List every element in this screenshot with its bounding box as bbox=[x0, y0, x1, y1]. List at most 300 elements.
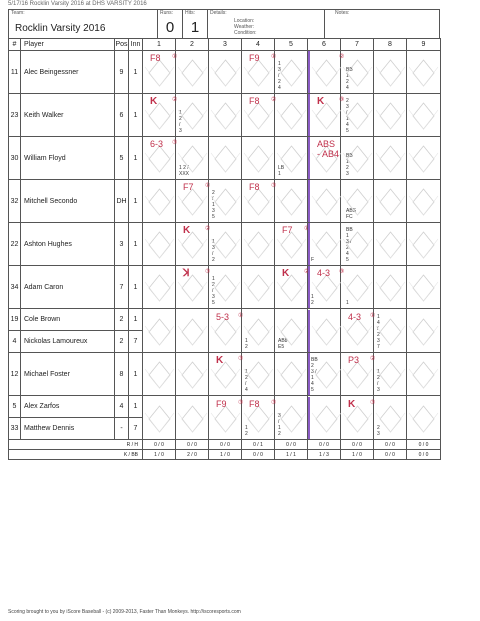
at-bat-box bbox=[308, 353, 340, 395]
inning-cell[interactable] bbox=[374, 396, 407, 440]
inning-cell[interactable] bbox=[407, 137, 441, 180]
col-inn: Inn bbox=[129, 39, 143, 51]
at-bat-box bbox=[374, 51, 406, 93]
inning-cell[interactable] bbox=[143, 396, 176, 440]
inning-cell[interactable] bbox=[308, 180, 357, 223]
player-position: 7 bbox=[115, 266, 129, 309]
at-bat-box bbox=[176, 51, 208, 93]
player-entry-inning: 1 bbox=[129, 353, 143, 396]
at-bat-box bbox=[374, 397, 406, 439]
at-bat-box bbox=[374, 223, 406, 265]
diamond-icon bbox=[341, 51, 374, 93]
inning-cell[interactable] bbox=[209, 266, 242, 309]
pitch-count-badge: ① bbox=[271, 54, 277, 60]
inning-cell[interactable] bbox=[176, 51, 209, 94]
inning-cell[interactable] bbox=[209, 180, 242, 223]
inning-cell[interactable] bbox=[407, 266, 441, 309]
at-bat-box bbox=[407, 137, 440, 179]
inning-cell[interactable] bbox=[242, 223, 275, 266]
player-name: Nickolas Lamoureux bbox=[21, 331, 115, 353]
runs-box bbox=[158, 10, 183, 38]
at-bat-box bbox=[209, 266, 241, 308]
inning-cell[interactable] bbox=[407, 396, 441, 440]
at-bat-box bbox=[275, 353, 318, 395]
kbb-total: 1 / 0 bbox=[209, 450, 242, 460]
kbb-total: 1 / 3 bbox=[308, 450, 341, 460]
player-position: 4 bbox=[115, 396, 129, 418]
scoresheet bbox=[8, 9, 440, 460]
diamond-icon bbox=[143, 353, 176, 395]
inning-cell[interactable] bbox=[407, 309, 441, 353]
inning-cell[interactable] bbox=[341, 94, 374, 137]
inning-cell[interactable] bbox=[242, 180, 275, 223]
player-position: 8 bbox=[115, 353, 129, 396]
at-bat-box bbox=[275, 51, 307, 93]
at-bat-box bbox=[308, 180, 357, 222]
play-result: 4-3 bbox=[348, 311, 362, 322]
inning-cell[interactable] bbox=[407, 223, 441, 266]
inning-cell[interactable] bbox=[407, 94, 441, 137]
col-inning: 6 bbox=[308, 39, 341, 51]
pitch-count-badge: ② bbox=[271, 97, 277, 103]
col-inning: 3 bbox=[209, 39, 242, 51]
pitch-sequence: 1 2 bbox=[245, 337, 248, 350]
at-bat-box bbox=[374, 94, 406, 136]
at-bat-box bbox=[143, 310, 175, 352]
play-result: K bbox=[317, 96, 325, 107]
diamond-icon bbox=[275, 397, 308, 439]
player-position: 2 bbox=[115, 331, 129, 353]
diamond-icon bbox=[407, 353, 440, 395]
inning-cell[interactable] bbox=[242, 137, 285, 180]
diamond-icon bbox=[176, 397, 209, 439]
diamond-icon bbox=[275, 137, 308, 179]
kbb-total: 0 / 0 bbox=[407, 450, 441, 460]
at-bat-box bbox=[275, 180, 307, 222]
player-number: 34 bbox=[9, 266, 21, 309]
inning-cell[interactable] bbox=[143, 137, 190, 180]
diamond-icon bbox=[407, 397, 440, 439]
inning-cell[interactable] bbox=[176, 396, 209, 440]
player-number: 32 bbox=[9, 180, 21, 223]
at-bat-box bbox=[275, 137, 307, 179]
at-bat-box bbox=[209, 353, 248, 395]
diamond-icon bbox=[176, 137, 209, 179]
at-bat-box bbox=[407, 94, 440, 136]
rh-total: 0 / 1 bbox=[242, 440, 275, 450]
diamond-icon bbox=[143, 397, 176, 439]
diamond-icon bbox=[407, 180, 440, 222]
inning-cell[interactable] bbox=[308, 353, 341, 396]
at-bat-box bbox=[407, 310, 440, 352]
col-num: # bbox=[9, 39, 21, 51]
player-number: 23 bbox=[9, 94, 21, 137]
team-box bbox=[9, 10, 158, 38]
player-name: Keith Walker bbox=[21, 94, 115, 137]
play-result: F8 bbox=[249, 96, 260, 106]
at-bat-box bbox=[341, 180, 373, 222]
condition-label: Condition: bbox=[234, 30, 257, 36]
diamond-icon bbox=[374, 51, 407, 93]
pitch-count-badge: ③ bbox=[271, 399, 277, 406]
runs-label: Runs: bbox=[160, 10, 174, 16]
diamond-icon bbox=[242, 353, 275, 395]
diamond-icon bbox=[176, 353, 209, 395]
play-result: K bbox=[183, 225, 191, 236]
at-bat-box bbox=[143, 266, 175, 308]
player-name: Ashton Hughes bbox=[21, 223, 115, 266]
hits-box bbox=[183, 10, 208, 38]
inning-cell[interactable] bbox=[275, 223, 315, 266]
pitch-count-badge: ③ bbox=[238, 399, 244, 406]
rh-total: 0 / 0 bbox=[308, 440, 341, 450]
play-result: F7 bbox=[183, 182, 194, 192]
inning-cell[interactable] bbox=[242, 266, 275, 309]
inning-cell[interactable] bbox=[341, 137, 374, 180]
inning-cell[interactable] bbox=[176, 180, 215, 223]
diamond-icon bbox=[374, 266, 407, 308]
inning-cell[interactable] bbox=[242, 396, 281, 440]
inning-cell[interactable] bbox=[143, 51, 176, 94]
diamond-icon bbox=[310, 180, 343, 222]
inning-cell[interactable] bbox=[308, 51, 353, 94]
sheet-header bbox=[8, 9, 440, 38]
at-bat-box bbox=[242, 137, 285, 179]
pitch-sequence: 3 / 1 2 bbox=[278, 412, 281, 437]
diamond-icon bbox=[407, 266, 440, 308]
pitch-sequence: 2 3 / 1 4 5 bbox=[346, 98, 349, 134]
diamond-icon bbox=[242, 137, 275, 179]
at-bat-box bbox=[176, 397, 208, 439]
inning-cell[interactable] bbox=[341, 353, 380, 396]
play-result: F9 bbox=[249, 53, 260, 63]
col-inning: 4 bbox=[242, 39, 275, 51]
at-bat-box bbox=[275, 266, 314, 308]
diamond-icon bbox=[374, 137, 407, 179]
diamond-icon bbox=[341, 266, 374, 308]
inning-cell[interactable] bbox=[143, 309, 176, 353]
runs-hits-row bbox=[9, 440, 441, 450]
inning-cell[interactable] bbox=[341, 266, 374, 309]
at-bat-box bbox=[308, 223, 353, 265]
diamond-icon bbox=[374, 180, 407, 222]
player-number: 4 bbox=[9, 331, 21, 353]
at-bat-box bbox=[143, 94, 182, 136]
diamond-icon bbox=[209, 180, 242, 222]
at-bat-box bbox=[209, 310, 248, 352]
at-bat-box bbox=[407, 51, 440, 93]
at-bat-box bbox=[341, 353, 380, 395]
scorecard-grid bbox=[8, 38, 441, 460]
inning-cell[interactable] bbox=[176, 223, 215, 266]
inning-cell[interactable] bbox=[275, 396, 308, 440]
details-label: Details: bbox=[210, 10, 227, 16]
pitch-count-badge: ① bbox=[370, 312, 376, 319]
inning-cell[interactable] bbox=[341, 180, 374, 223]
at-bat-box bbox=[143, 180, 175, 222]
inning-cell[interactable] bbox=[209, 137, 242, 180]
at-bat-box bbox=[374, 310, 406, 352]
inning-cell[interactable] bbox=[143, 180, 176, 223]
inning-cell[interactable] bbox=[176, 137, 209, 180]
at-bat-box bbox=[143, 137, 190, 179]
play-result: K bbox=[282, 268, 290, 279]
diamond-icon bbox=[341, 223, 374, 265]
player-entry-inning: 1 bbox=[129, 51, 143, 94]
inning-cell[interactable] bbox=[407, 180, 441, 223]
inning-cell[interactable] bbox=[209, 223, 242, 266]
inning-cell[interactable] bbox=[308, 223, 353, 266]
at-bat-box bbox=[275, 310, 307, 352]
at-bat-box bbox=[341, 397, 380, 439]
at-bat-box bbox=[209, 223, 241, 265]
rh-total: 0 / 0 bbox=[374, 440, 407, 450]
at-bat-box bbox=[176, 137, 208, 179]
pitch-sequence: 1 3 / 2 4 bbox=[278, 61, 281, 91]
inning-cell[interactable] bbox=[308, 309, 341, 353]
at-bat-box bbox=[308, 397, 340, 439]
diamond-icon bbox=[407, 137, 440, 179]
player-entry-inning: 1 bbox=[129, 266, 143, 309]
pitch-count-badge: ② bbox=[339, 54, 345, 60]
diamond-icon bbox=[407, 310, 440, 352]
at-bat-box bbox=[374, 353, 406, 395]
at-bat-box bbox=[275, 223, 315, 265]
inning-cell[interactable] bbox=[242, 309, 288, 353]
batter-row bbox=[9, 266, 441, 309]
player-number: 12 bbox=[9, 353, 21, 396]
inning-cell[interactable] bbox=[374, 266, 407, 309]
inning-cell[interactable] bbox=[242, 51, 281, 94]
at-bat-box bbox=[209, 51, 241, 93]
inning-cell[interactable] bbox=[374, 137, 407, 180]
column-header-row bbox=[9, 39, 441, 51]
inning-cell[interactable] bbox=[209, 309, 248, 353]
diamond-icon bbox=[143, 266, 176, 308]
col-inning: 1 bbox=[143, 39, 176, 51]
at-bat-box bbox=[407, 180, 440, 222]
at-bat-box bbox=[308, 94, 349, 136]
diamond-icon bbox=[310, 223, 343, 265]
inning-cell[interactable] bbox=[341, 51, 374, 94]
inning-cell[interactable] bbox=[374, 353, 407, 396]
runs-value: 0 bbox=[165, 19, 175, 36]
inning-cell[interactable] bbox=[143, 353, 176, 396]
diamond-icon bbox=[176, 94, 209, 136]
inning-cell[interactable] bbox=[242, 94, 275, 137]
player-number: 5 bbox=[9, 396, 21, 418]
player-position: 5 bbox=[115, 137, 129, 180]
col-inning: 7 bbox=[341, 39, 374, 51]
at-bat-box bbox=[176, 310, 208, 352]
diamond-icon bbox=[143, 223, 176, 265]
inning-cell[interactable] bbox=[374, 94, 407, 137]
inning-cell[interactable] bbox=[143, 223, 176, 266]
diamond-icon bbox=[275, 180, 308, 222]
inning-cell[interactable] bbox=[275, 353, 318, 396]
diamond-icon bbox=[407, 223, 440, 265]
play-result: F8 bbox=[150, 53, 161, 63]
play-result: F8 bbox=[249, 182, 260, 192]
pitch-sequence: BB 1 3 / 2 4 5 bbox=[346, 227, 353, 263]
inning-cell[interactable] bbox=[374, 223, 407, 266]
rh-label: R / H bbox=[9, 440, 143, 450]
player-name: Alex Zarfos bbox=[21, 396, 115, 418]
at-bat-box bbox=[341, 266, 373, 308]
col-inning: 5 bbox=[275, 39, 308, 51]
pitch-sequence: 1 2 bbox=[245, 424, 248, 437]
diamond-icon bbox=[275, 51, 308, 93]
notes-box bbox=[325, 10, 439, 38]
player-number: 19 bbox=[9, 309, 21, 331]
pitch-count-badge: ② bbox=[172, 97, 178, 103]
inning-cell[interactable] bbox=[275, 309, 308, 353]
inning-cell[interactable] bbox=[308, 94, 349, 137]
player-position: 2 bbox=[115, 309, 129, 331]
inning-cell[interactable] bbox=[176, 353, 209, 396]
player-position: DH bbox=[115, 180, 129, 223]
inning-cell[interactable] bbox=[209, 94, 242, 137]
diamond-icon bbox=[209, 94, 242, 136]
play-result: ABS - AB4 bbox=[317, 139, 340, 159]
batter-row bbox=[9, 223, 441, 266]
location-label: Location: bbox=[234, 18, 255, 24]
diamond-icon bbox=[407, 51, 440, 93]
inning-cell[interactable] bbox=[308, 396, 341, 440]
at-bat-box bbox=[374, 266, 406, 308]
col-pos: Pos bbox=[115, 39, 129, 51]
batter-row bbox=[9, 137, 441, 180]
inning-cell[interactable] bbox=[341, 223, 374, 266]
player-entry-inning: 1 bbox=[129, 137, 143, 180]
team-name: Rocklin Varsity 2016 bbox=[15, 23, 106, 34]
pitch-sequence: AB8 E5 bbox=[278, 337, 288, 350]
kbb-total: 2 / 0 bbox=[176, 450, 209, 460]
pitch-count-badge: ③ bbox=[339, 269, 345, 275]
pitch-sequence: 2 3 bbox=[377, 424, 380, 437]
at-bat-box bbox=[308, 137, 353, 179]
at-bat-box bbox=[209, 137, 241, 179]
rh-total: 0 / 0 bbox=[209, 440, 242, 450]
diamond-icon bbox=[143, 180, 176, 222]
player-position: 3 bbox=[115, 223, 129, 266]
inning-cell[interactable] bbox=[242, 353, 275, 396]
inning-cell[interactable] bbox=[143, 266, 176, 309]
inning-cell[interactable] bbox=[275, 180, 308, 223]
diamond-icon bbox=[374, 94, 407, 136]
diamond-icon bbox=[176, 310, 209, 352]
at-bat-box bbox=[242, 223, 274, 265]
at-bat-box bbox=[242, 397, 281, 439]
pitch-sequence: BB 1 2 3 bbox=[346, 153, 353, 177]
inning-cell[interactable] bbox=[275, 94, 308, 137]
notes-label: Notes: bbox=[335, 10, 350, 16]
diamond-icon bbox=[242, 310, 275, 352]
at-bat-box bbox=[275, 397, 307, 439]
inning-cell[interactable] bbox=[176, 309, 209, 353]
at-bat-box bbox=[143, 353, 175, 395]
pitch-count-badge: ② bbox=[370, 356, 376, 362]
at-bat-box bbox=[407, 353, 440, 395]
kbb-total: 1 / 0 bbox=[341, 450, 374, 460]
inning-cell[interactable] bbox=[374, 180, 407, 223]
diamond-icon bbox=[407, 94, 440, 136]
player-position: - bbox=[115, 418, 129, 440]
diamond-icon bbox=[374, 397, 407, 439]
inning-cell[interactable] bbox=[275, 51, 308, 94]
weather-label: Weather: bbox=[234, 24, 255, 30]
kbb-total: 0 / 0 bbox=[242, 450, 275, 460]
player-position: 6 bbox=[115, 94, 129, 137]
inning-cell[interactable] bbox=[407, 51, 441, 94]
rh-total: 0 / 0 bbox=[407, 440, 441, 450]
inning-cell[interactable] bbox=[308, 266, 349, 309]
inning-cell[interactable] bbox=[374, 51, 407, 94]
diamond-icon bbox=[209, 137, 242, 179]
at-bat-box bbox=[209, 94, 241, 136]
col-inning: 9 bbox=[407, 39, 441, 51]
pitch-sequence: LB 1 bbox=[278, 165, 285, 177]
player-number: 30 bbox=[9, 137, 21, 180]
diamond-icon bbox=[374, 223, 407, 265]
at-bat-box bbox=[242, 266, 274, 308]
at-bat-box bbox=[176, 266, 215, 308]
inning-cell[interactable] bbox=[275, 137, 308, 180]
player-name: Adam Caron bbox=[21, 266, 115, 309]
inning-cell[interactable] bbox=[275, 266, 314, 309]
player-name: Mitchell Secondo bbox=[21, 180, 115, 223]
diamond-icon bbox=[374, 310, 407, 352]
play-result: P3 bbox=[348, 355, 360, 365]
pitch-sequence: F bbox=[311, 257, 315, 263]
inning-cell[interactable] bbox=[209, 396, 248, 440]
rh-total: 0 / 0 bbox=[275, 440, 308, 450]
inning-cell[interactable] bbox=[143, 94, 182, 137]
at-bat-box bbox=[242, 353, 274, 395]
inning-cell[interactable] bbox=[209, 353, 248, 396]
inning-cell[interactable] bbox=[407, 353, 441, 396]
play-result: ꓘ bbox=[183, 268, 190, 279]
batter-row bbox=[9, 396, 441, 418]
inning-cell[interactable] bbox=[176, 94, 209, 137]
inning-cell[interactable] bbox=[209, 51, 242, 94]
diamond-icon bbox=[275, 353, 308, 395]
rh-total: 0 / 0 bbox=[341, 440, 374, 450]
kbb-total: 1 / 0 bbox=[143, 450, 176, 460]
pitch-sequence: 1 2 bbox=[311, 294, 314, 306]
pitch-sequence: 1 2 / XXX bbox=[179, 165, 190, 177]
hits-label: Hits: bbox=[185, 10, 195, 16]
at-bat-box bbox=[176, 180, 215, 222]
inning-cell[interactable] bbox=[341, 309, 380, 353]
at-bat-box bbox=[341, 137, 373, 179]
player-entry-inning: 1 bbox=[129, 309, 143, 331]
player-name: Matthew Dennis bbox=[21, 418, 115, 440]
inning-cell[interactable] bbox=[176, 266, 215, 309]
diamond-icon bbox=[341, 137, 374, 179]
hits-value: 1 bbox=[190, 19, 200, 36]
at-bat-box bbox=[407, 397, 440, 439]
col-inning: 8 bbox=[374, 39, 407, 51]
pitch-sequence: 1 2 / 3 bbox=[377, 369, 380, 393]
inning-cell[interactable] bbox=[308, 137, 353, 180]
inning-cell[interactable] bbox=[341, 396, 380, 440]
pitch-count-badge: ① bbox=[304, 226, 310, 232]
batter-row bbox=[9, 353, 441, 396]
play-result: 4-3 bbox=[317, 268, 331, 278]
pitch-sequence: BB 2 3 / 1 4 5 bbox=[311, 357, 318, 393]
inning-cell[interactable] bbox=[374, 309, 407, 353]
